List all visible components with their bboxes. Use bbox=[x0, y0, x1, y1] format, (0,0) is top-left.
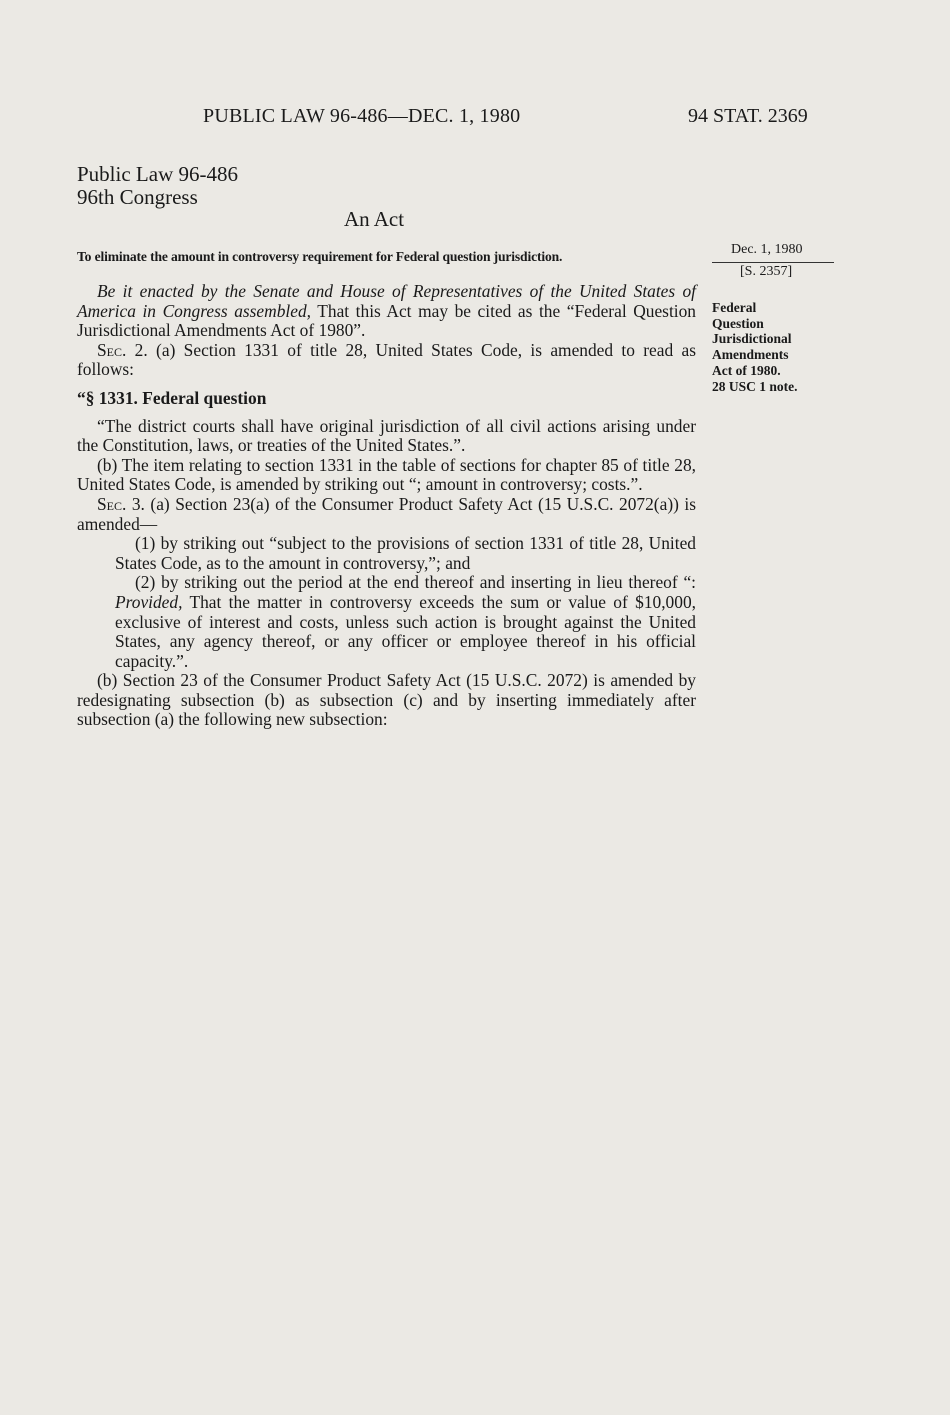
enacting-clause bbox=[77, 282, 696, 341]
margin-bill-number: [S. 2357] bbox=[740, 264, 793, 279]
quoted-section-text: “The district courts shall have original jurisdiction of all civil actions arising under the Constitution, laws, or treaties of the United States.”. bbox=[77, 415, 696, 456]
margin-note bbox=[712, 300, 832, 394]
running-header: PUBLIC LAW 96-486—DEC. 1, 1980 bbox=[203, 105, 521, 127]
short-title-text: That this Act may be cited as the “Federal Question Jurisdictional Amendments Act of 1980”. bbox=[77, 300, 697, 341]
paragraph-1: (1) by striking out “subject to the provisions of section 1331 of title 28, United States Code, as to the amount in controversy,”; and bbox=[115, 533, 696, 573]
long-title: To eliminate the amount in controversy requirement for Federal question jurisdiction. bbox=[77, 249, 563, 264]
section-text: (a) Section 23(a) of the Consumer Product Safety Act (15 U.S.C. 2072(a)) is amended— bbox=[77, 493, 696, 534]
section-3b: (b) Section 23 of the Consumer Product Safety Act (15 U.S.C. 2072) is amended by redesignating subsection (b) as subsection (c) and by inserting immediately after subsection (a) the following new subsection: bbox=[77, 670, 696, 730]
paragraph-text: That the matter in controversy exceeds the sum or value of $10,000, exclusive of interest and costs, unless such action is brought against the United States, any agency thereof, or any officer or employee thereof in his official capacity.”. bbox=[115, 591, 696, 671]
section-heading: “§ 1331. Federal question bbox=[77, 387, 267, 408]
section-text: (a) Section 1331 of title 28, United States Code, is amended to read as follows: bbox=[77, 339, 697, 380]
margin-note-line: 28 USC 1 note. bbox=[712, 378, 798, 394]
margin-date: Dec. 1, 1980 bbox=[731, 242, 803, 257]
margin-divider bbox=[712, 262, 834, 263]
enacting-formula: Be it enacted by the Senate and House of Representatives of the United States of America in Congress assembled, bbox=[77, 281, 696, 321]
margin-note-line: Jurisdictional bbox=[712, 331, 792, 347]
act-label: An Act bbox=[344, 207, 405, 231]
section-2a bbox=[77, 341, 696, 380]
margin-note-line: Question bbox=[712, 315, 764, 331]
act-body bbox=[77, 282, 696, 730]
section-label: Sec. 3. bbox=[97, 493, 145, 514]
congress-label: 96th Congress bbox=[77, 185, 198, 209]
margin-note-line: Act of 1980. bbox=[712, 362, 781, 378]
margin-note-line: Federal bbox=[712, 300, 757, 315]
section-2b: (b) The item relating to section 1331 in the table of sections for chapter 85 of title 28, United States Code, is amended by striking out “; amount in controversy; costs.”. bbox=[77, 454, 696, 495]
section-3a bbox=[77, 495, 696, 534]
paragraph-text: (2) by striking out the period at the end thereof and inserting in lieu thereof “: bbox=[135, 572, 696, 593]
statute-page-number: 94 STAT. 2369 bbox=[688, 105, 808, 127]
section-label: Sec. 2. bbox=[97, 339, 148, 360]
proviso-word: Provided, bbox=[115, 591, 183, 612]
public-law-number: Public Law 96-486 bbox=[77, 162, 238, 186]
margin-note-line: Amendments bbox=[712, 347, 789, 363]
paragraph-2 bbox=[77, 573, 696, 671]
